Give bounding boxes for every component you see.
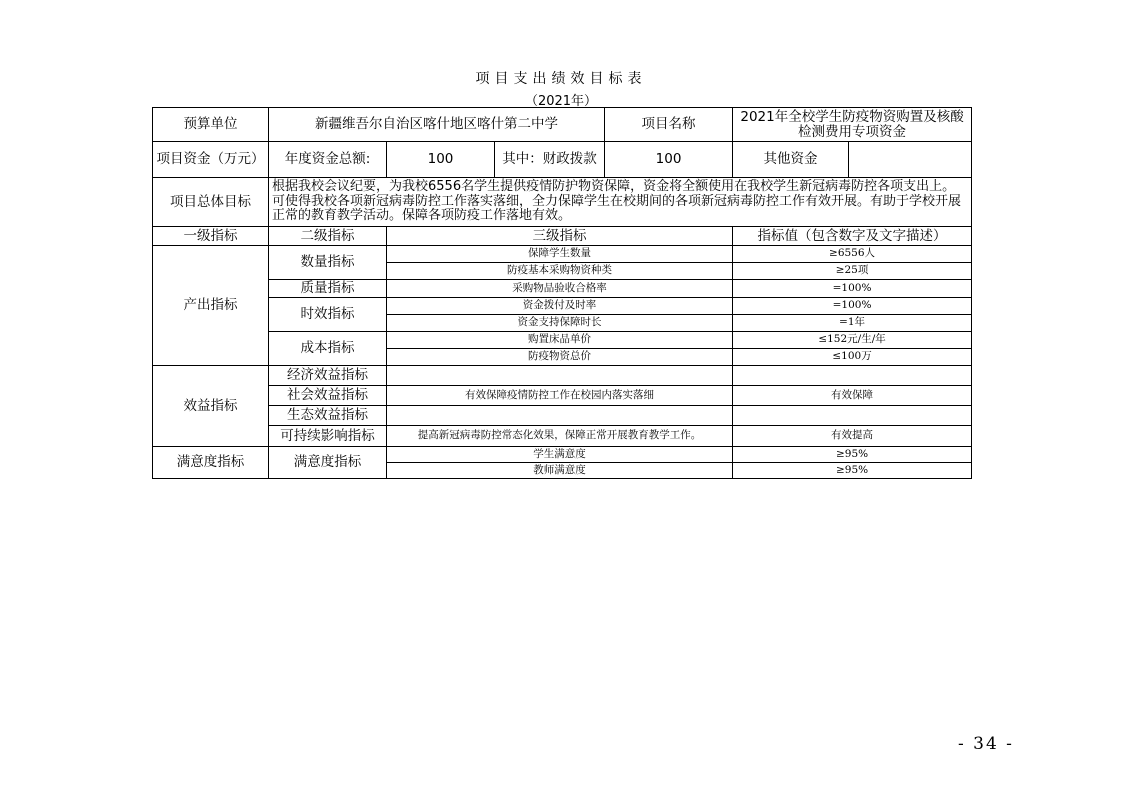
- economic-benefit-label: 经济效益指标: [269, 366, 387, 386]
- indicator-name: 购置床品单价: [387, 332, 733, 349]
- indicator-value: ≥6556人: [733, 246, 972, 263]
- indicator-value: 有效保障: [733, 386, 972, 406]
- quality-indicator-label: 质量指标: [269, 280, 387, 298]
- other-funds-label: 其他资金: [733, 142, 849, 178]
- budget-unit-label: 预算单位: [153, 108, 269, 142]
- indicator-name: 资金拨付及时率: [387, 298, 733, 315]
- ecological-benefit-label: 生态效益指标: [269, 406, 387, 426]
- indicator-value: [733, 366, 972, 386]
- indicator-name: [387, 366, 733, 386]
- indicator-value: [733, 406, 972, 426]
- overall-goal-text: 根据我校会议纪要，为我校6556名学生提供疫情防护物资保障，资金将全额使用在我校学生新冠病毒防控各项支出上。可使得我校各项新冠病毒防控工作落实落细，全力保障学生在校期间的各项新冠病毒防控工作有效开展。有助于学校开展正常的教育教学活动。保障各项防疫工作落地有效。: [269, 178, 972, 227]
- output-indicator-label: 产出指标: [153, 246, 269, 366]
- fiscal-label: 其中：财政拨款: [495, 142, 605, 178]
- indicator-value: ≥95%: [733, 447, 972, 463]
- indicator-value: =100%: [733, 298, 972, 315]
- indicator-name: [387, 406, 733, 426]
- indicator-value: ≤100万: [733, 349, 972, 366]
- column-header-value: 指标值（包含数字及文字描述）: [733, 227, 972, 246]
- indicator-value: 有效提高: [733, 426, 972, 447]
- annual-total-label: 年度资金总额:: [269, 142, 387, 178]
- indicator-name: 采购物品验收合格率: [387, 280, 733, 298]
- satisfaction-sub-label: 满意度指标: [269, 447, 387, 479]
- indicator-name: 防疫基本采购物资种类: [387, 263, 733, 280]
- timeliness-indicator-label: 时效指标: [269, 298, 387, 332]
- funds-label: 项目资金（万元）: [153, 142, 269, 178]
- fiscal-value: 100: [605, 142, 733, 178]
- satisfaction-indicator-label: 满意度指标: [153, 447, 269, 479]
- overall-goal-label: 项目总体目标: [153, 178, 269, 227]
- sustainable-impact-label: 可持续影响指标: [269, 426, 387, 447]
- indicator-value: ≥25项: [733, 263, 972, 280]
- indicator-value: ≤152元/生/年: [733, 332, 972, 349]
- column-header-level2: 二级指标: [269, 227, 387, 246]
- indicator-name: 教师满意度: [387, 463, 733, 479]
- indicator-name: 保障学生数量: [387, 246, 733, 263]
- indicator-name: 提高新冠病毒防控常态化效果，保障正常开展教育教学工作。: [387, 426, 733, 447]
- quantity-indicator-label: 数量指标: [269, 246, 387, 280]
- other-funds-value: [849, 142, 972, 178]
- table-year: （2021年）: [524, 94, 598, 109]
- benefit-indicator-label: 效益指标: [153, 366, 269, 447]
- indicator-value: =1年: [733, 315, 972, 332]
- performance-table: [152, 107, 972, 479]
- cost-indicator-label: 成本指标: [269, 332, 387, 366]
- indicator-value: ≥95%: [733, 463, 972, 479]
- budget-unit-value: 新疆维吾尔自治区喀什地区喀什第二中学: [269, 108, 605, 142]
- indicator-name: 资金支持保障时长: [387, 315, 733, 332]
- indicator-name: 学生满意度: [387, 447, 733, 463]
- social-benefit-label: 社会效益指标: [269, 386, 387, 406]
- indicator-name: 有效保障疫情防控工作在校园内落实落细: [387, 386, 733, 406]
- table-title: 项目支出绩效目标表: [475, 71, 647, 87]
- indicator-value: =100%: [733, 280, 972, 298]
- annual-total-value: 100: [387, 142, 495, 178]
- column-header-level3: 三级指标: [387, 227, 733, 246]
- project-name-value: 2021年全校学生防疫物资购置及核酸检测费用专项资金: [733, 108, 972, 142]
- project-name-label: 项目名称: [605, 108, 733, 142]
- page-number: - 34 -: [958, 734, 1014, 754]
- indicator-name: 防疫物资总价: [387, 349, 733, 366]
- column-header-level1: 一级指标: [153, 227, 269, 246]
